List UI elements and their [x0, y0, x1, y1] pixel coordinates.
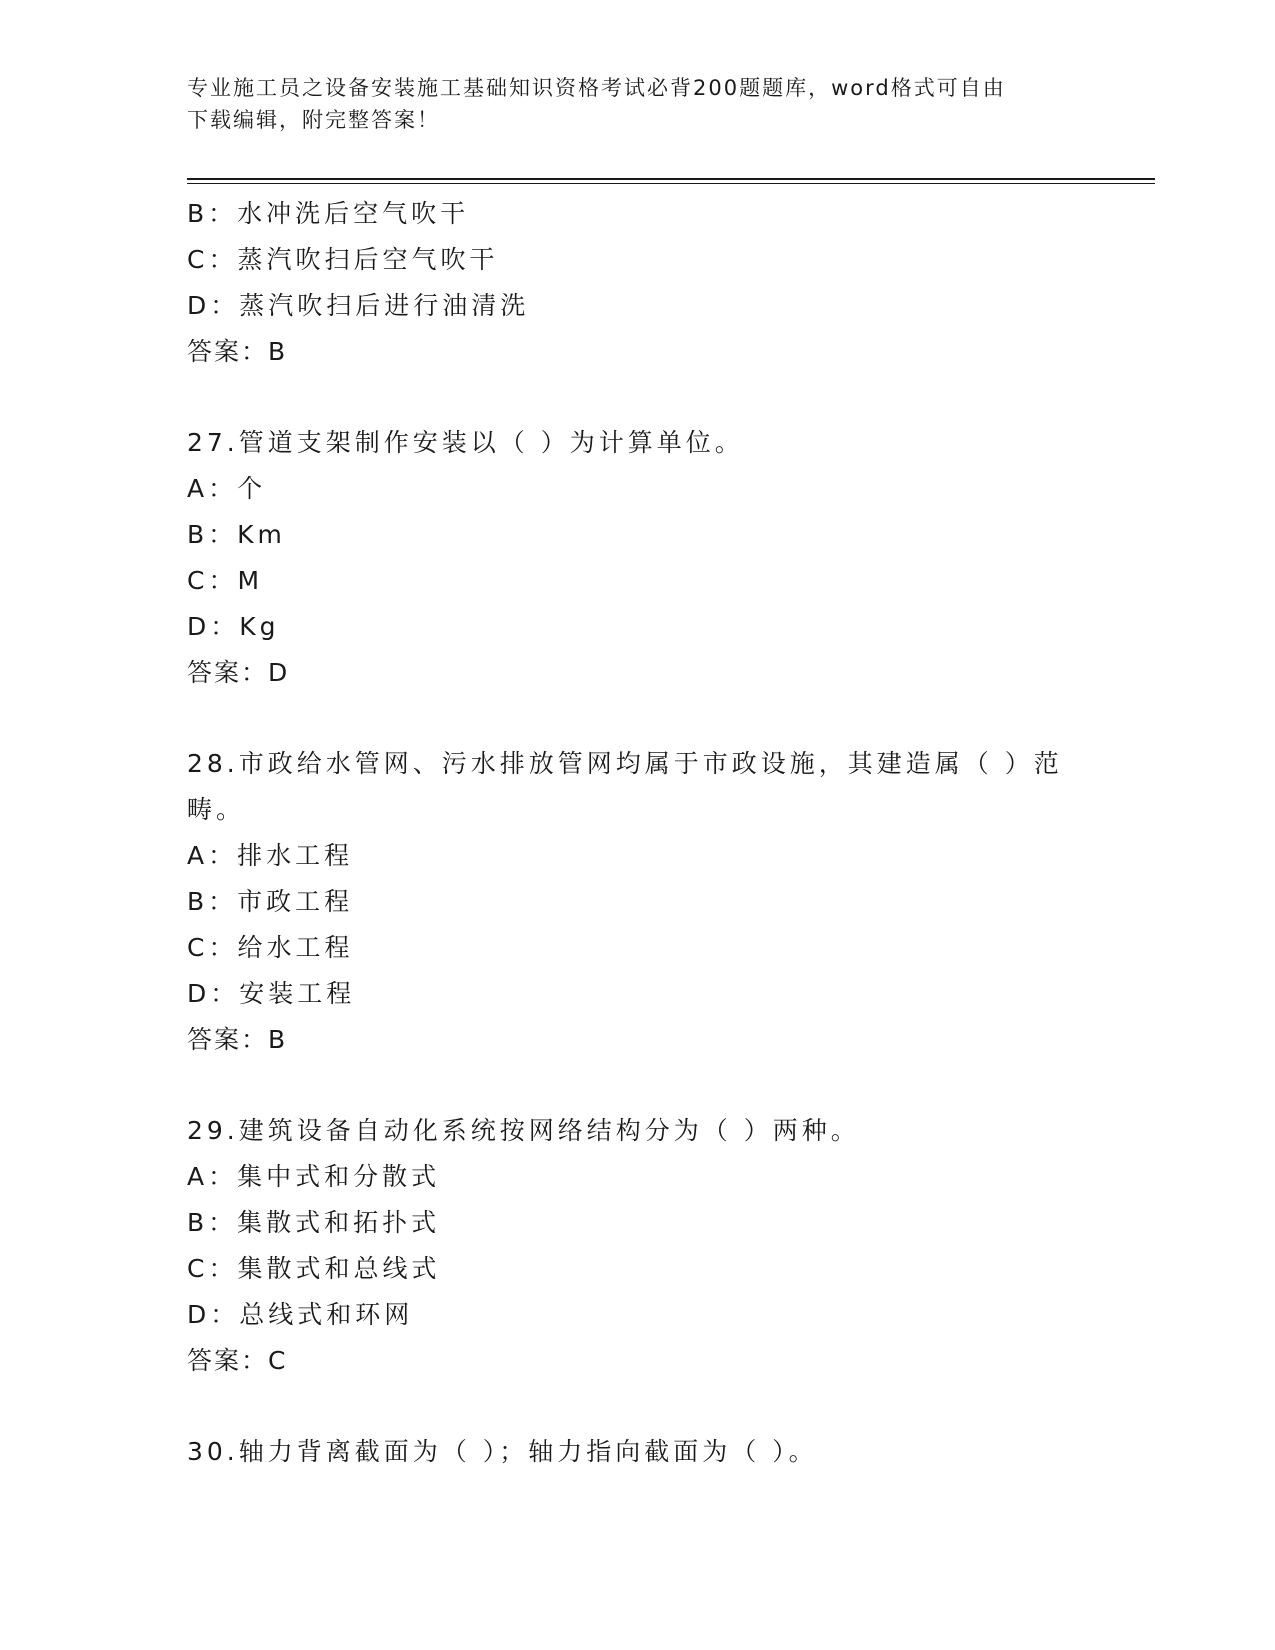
option-c: C：蒸汽吹扫后空气吹干: [187, 245, 499, 274]
question-text: 28.市政给水管网、污水排放管网均属于市政设施，其建造属（ ）范: [187, 749, 1063, 778]
spacer: [187, 1384, 1087, 1429]
option-c: C：M: [187, 566, 264, 595]
option-c: C：给水工程: [187, 933, 354, 962]
answer: 答案：B: [187, 1025, 288, 1054]
spacer: [187, 696, 1087, 741]
header-divider: [187, 178, 1155, 184]
question-30: [187, 1429, 1087, 1475]
option-d: D：蒸汽吹扫后进行油清洗: [187, 291, 530, 320]
answer: 答案：C: [187, 1346, 288, 1375]
document-header: [187, 72, 1087, 136]
question-text: 29.建筑设备自动化系统按网络结构分为（ ）两种。: [187, 1116, 860, 1145]
header-line-1: 专业施工员之设备安装施工基础知识资格考试必背200题题库，word格式可自由: [187, 76, 1006, 100]
option-b: B：Km: [187, 520, 286, 549]
question-list: [187, 191, 1087, 1475]
option-b: B：水冲洗后空气吹干: [187, 199, 470, 228]
answer: 答案：D: [187, 658, 290, 687]
option-d: D：Kg: [187, 612, 280, 641]
header-line-2: 下载编辑，附完整答案！: [187, 108, 440, 132]
option-a: A：排水工程: [187, 841, 354, 870]
option-b: B：集散式和拓扑式: [187, 1208, 441, 1237]
option-d: D：安装工程: [187, 979, 356, 1008]
option-d: D：总线式和环网: [187, 1300, 414, 1329]
question-text-continued: 畴。: [187, 795, 246, 824]
question-text: 30.轴力背离截面为（ ）；轴力指向截面为（ ）。: [187, 1437, 818, 1466]
question-26: [187, 191, 1087, 375]
question-29: [187, 1108, 1087, 1384]
question-28: [187, 741, 1087, 1063]
answer: 答案：B: [187, 337, 288, 366]
question-27: [187, 420, 1087, 696]
option-b: B：市政工程: [187, 887, 354, 916]
spacer: [187, 1063, 1087, 1108]
option-a: A：集中式和分散式: [187, 1162, 441, 1191]
spacer: [187, 375, 1087, 420]
question-text: 27.管道支架制作安装以（ ）为计算单位。: [187, 428, 744, 457]
option-a: A：个: [187, 474, 267, 503]
option-c: C：集散式和总线式: [187, 1254, 441, 1283]
